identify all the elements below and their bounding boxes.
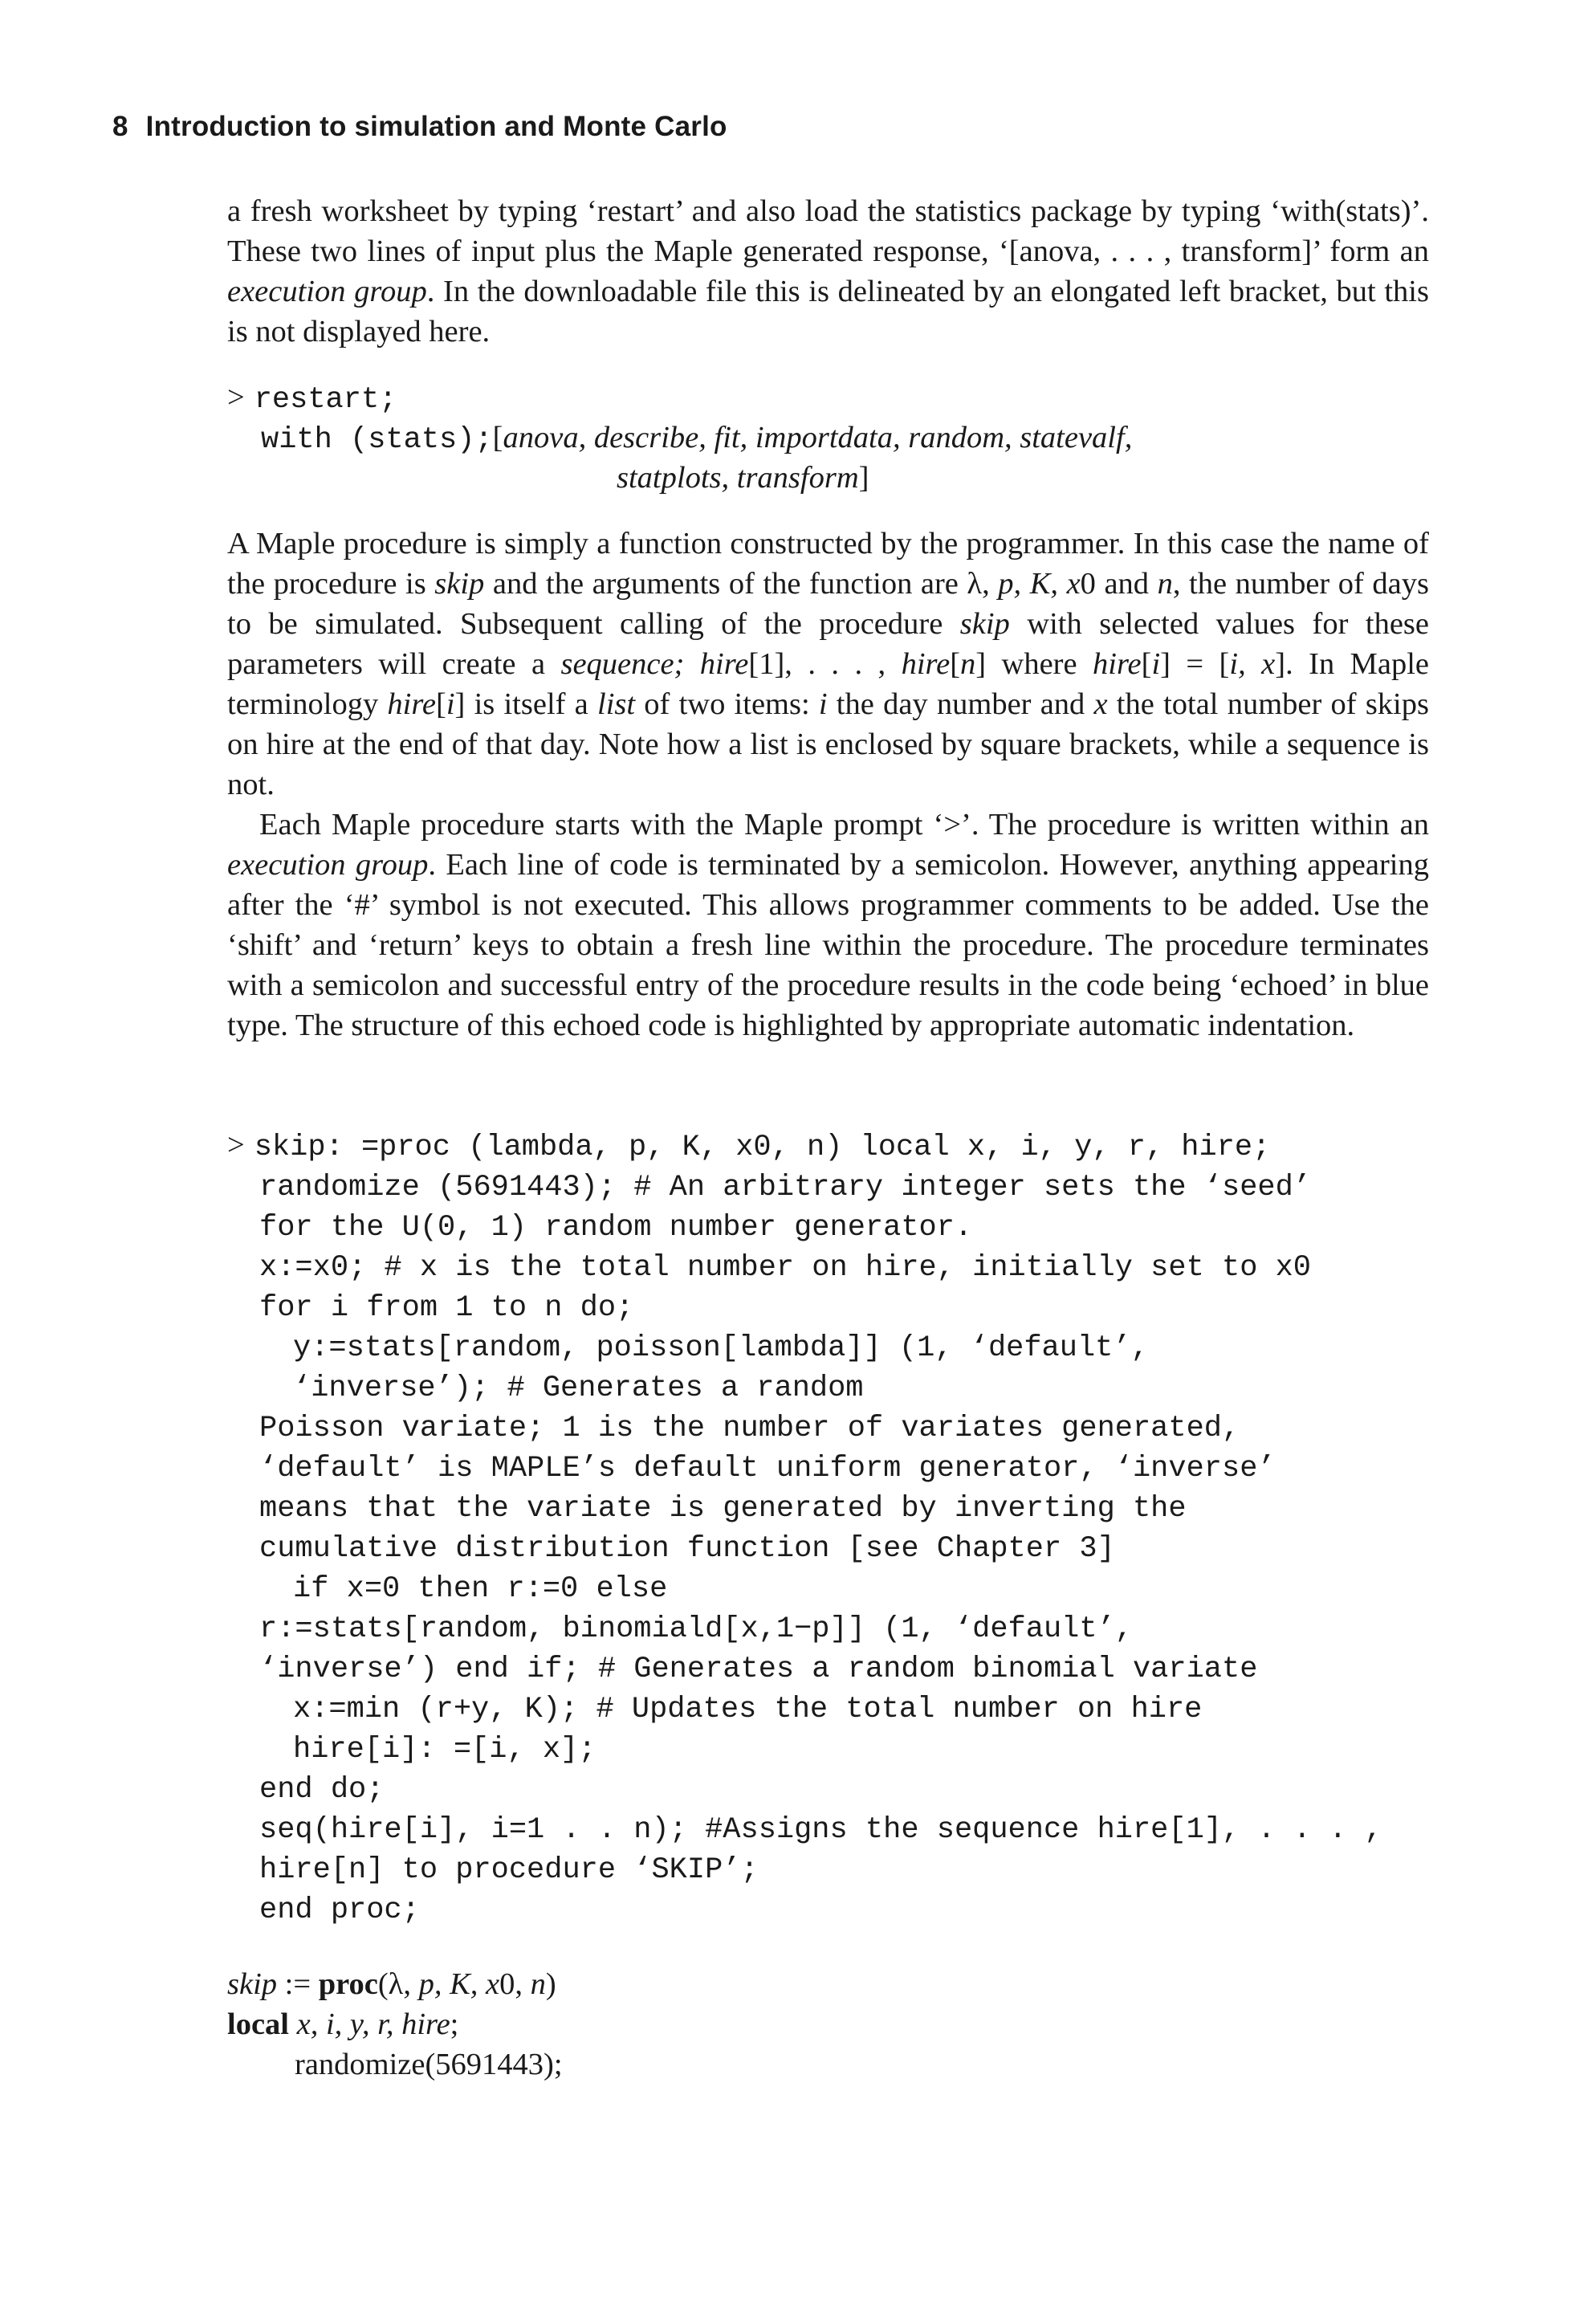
output-bracket-close: ]	[858, 461, 869, 495]
maple-echo-output	[227, 1964, 1429, 2085]
code-line: end do;	[259, 1773, 385, 1807]
paragraph-execution-group: Each Maple procedure starts with the Maple prompt ‘>’. The procedure is written within an execution group. Each line of code is terminated by a semicolon. However, anything appearing after the ‘#’ symbol is not executed. This allows programmer comments to be added. Use the ‘shift’ and ‘return’ keys to obtain a fresh line within the procedure. The procedure terminates with a semicolon and successful entry of the procedure results in the code being ‘echoed’ in blue type. The structure of this echoed code is highlighted by appropriate automatic indentation.	[227, 808, 1429, 1042]
code-line: skip: =proc (lambda, p, K, x0, n) local x, i, y, r, hire;	[254, 1131, 1271, 1164]
code-line: r:=stats[random, binomiald[x,1−p]] (1, ‘default’,	[259, 1612, 1133, 1646]
maple-output-line-1: anova, describe, fit, importdata, random, statevalf,	[503, 421, 1133, 454]
page-number: 8	[112, 111, 128, 142]
code-line: means that the variate is generated by inverting the	[259, 1492, 1187, 1526]
maple-prompt-2: >	[227, 1128, 245, 1162]
code-line: if x=0 then r:=0 else	[293, 1572, 668, 1606]
code-line: hire[i]: =[i, x];	[293, 1733, 596, 1767]
echo-line-1: skip := proc(λ, p, K, x0, n)	[227, 1967, 556, 2001]
code-line-restart: restart;	[254, 383, 397, 417]
running-head	[112, 111, 727, 143]
code-line: for i from 1 to n do;	[259, 1291, 634, 1325]
maple-prompt: >	[227, 381, 245, 414]
output-bracket-open: [	[492, 421, 503, 454]
code-line: hire[n] to procedure ‘SKIP’;	[259, 1853, 759, 1887]
code-line: seq(hire[i], i=1 . . n); #Assigns the sequence hire[1], . . . ,	[259, 1813, 1382, 1847]
paragraph-procedure: A Maple procedure is simply a function constructed by the programmer. In this case the name of the procedure is skip and the arguments of the function are λ, p, K, x0 and n, the number of days to be simulated. Subsequent calling of the procedure skip with selected values for these parameters will create a sequence; hire[1], . . . , hire[n] where hire[i] = [i, x]. In Maple terminology hire[i] is itself a list of two items: i the day number and x the total number of skips on hire at the end of that day. Note how a list is enclosed by square brackets, while a sequence is not. Each Maple procedure starts with the Maple prompt ‘>’. The procedure is written within an execution group. Each line of code is terminated by a semicolon. However, anything appearing after the ‘#’ symbol is not executed. This allows programmer comments to be added. Use the ‘shift’ and ‘return’ keys to obtain a fresh line within the procedure. The procedure terminates with a semicolon and successful entry of the procedure results in the code being ‘echoed’ in blue type. The structure of this echoed code is highlighted by appropriate automatic indentation.	[227, 524, 1429, 1045]
chapter-title: Introduction to simulation and Monte Carlo	[145, 111, 727, 142]
code-line: x:=min (r+y, K); # Updates the total number on hire	[293, 1693, 1203, 1726]
code-line: y:=stats[random, poisson[lambda]] (1, ‘default’,	[293, 1331, 1149, 1365]
code-line: randomize (5691443); # An arbitrary integer sets the ‘seed’	[259, 1171, 1312, 1204]
code-line: Poisson variate; 1 is the number of variates generated,	[259, 1412, 1240, 1445]
echo-line-3: randomize(5691443);	[295, 2048, 563, 2081]
maple-block-procedure	[227, 1127, 1429, 1930]
intro-text-1: a fresh worksheet by typing ‘restart’ and also load the statistics package by typing ‘with(stats)’. These two lines of input plus the Maple generated response, ‘[anova, . . . , transform]’ form an	[227, 194, 1429, 268]
maple-output-line-2: statplots, transform	[617, 461, 859, 495]
maple-block-restart	[227, 377, 1429, 498]
code-line: for the U(0, 1) random number generator.	[259, 1211, 973, 1245]
code-line: ‘inverse’) end if; # Generates a random binomial variate	[259, 1653, 1258, 1686]
intro-emphasis: execution group	[227, 275, 427, 308]
code-line: ‘default’ is MAPLE’s default uniform generator, ‘inverse’	[259, 1452, 1276, 1486]
intro-text-2: . In the downloadable file this is delineated by an elongated left bracket, but this is not displayed here.	[227, 275, 1429, 348]
code-line-with-stats: with (stats);	[261, 423, 493, 457]
code-line: ‘inverse’); # Generates a random	[293, 1371, 864, 1405]
code-line: end proc;	[259, 1893, 420, 1927]
echo-line-2: local x, i, y, r, hire;	[227, 2007, 459, 2041]
intro-paragraph	[227, 191, 1429, 352]
code-line: cumulative distribution function [see Chapter 3]	[259, 1532, 1115, 1566]
code-line: x:=x0; # x is the total number on hire, initially set to x0	[259, 1251, 1312, 1285]
